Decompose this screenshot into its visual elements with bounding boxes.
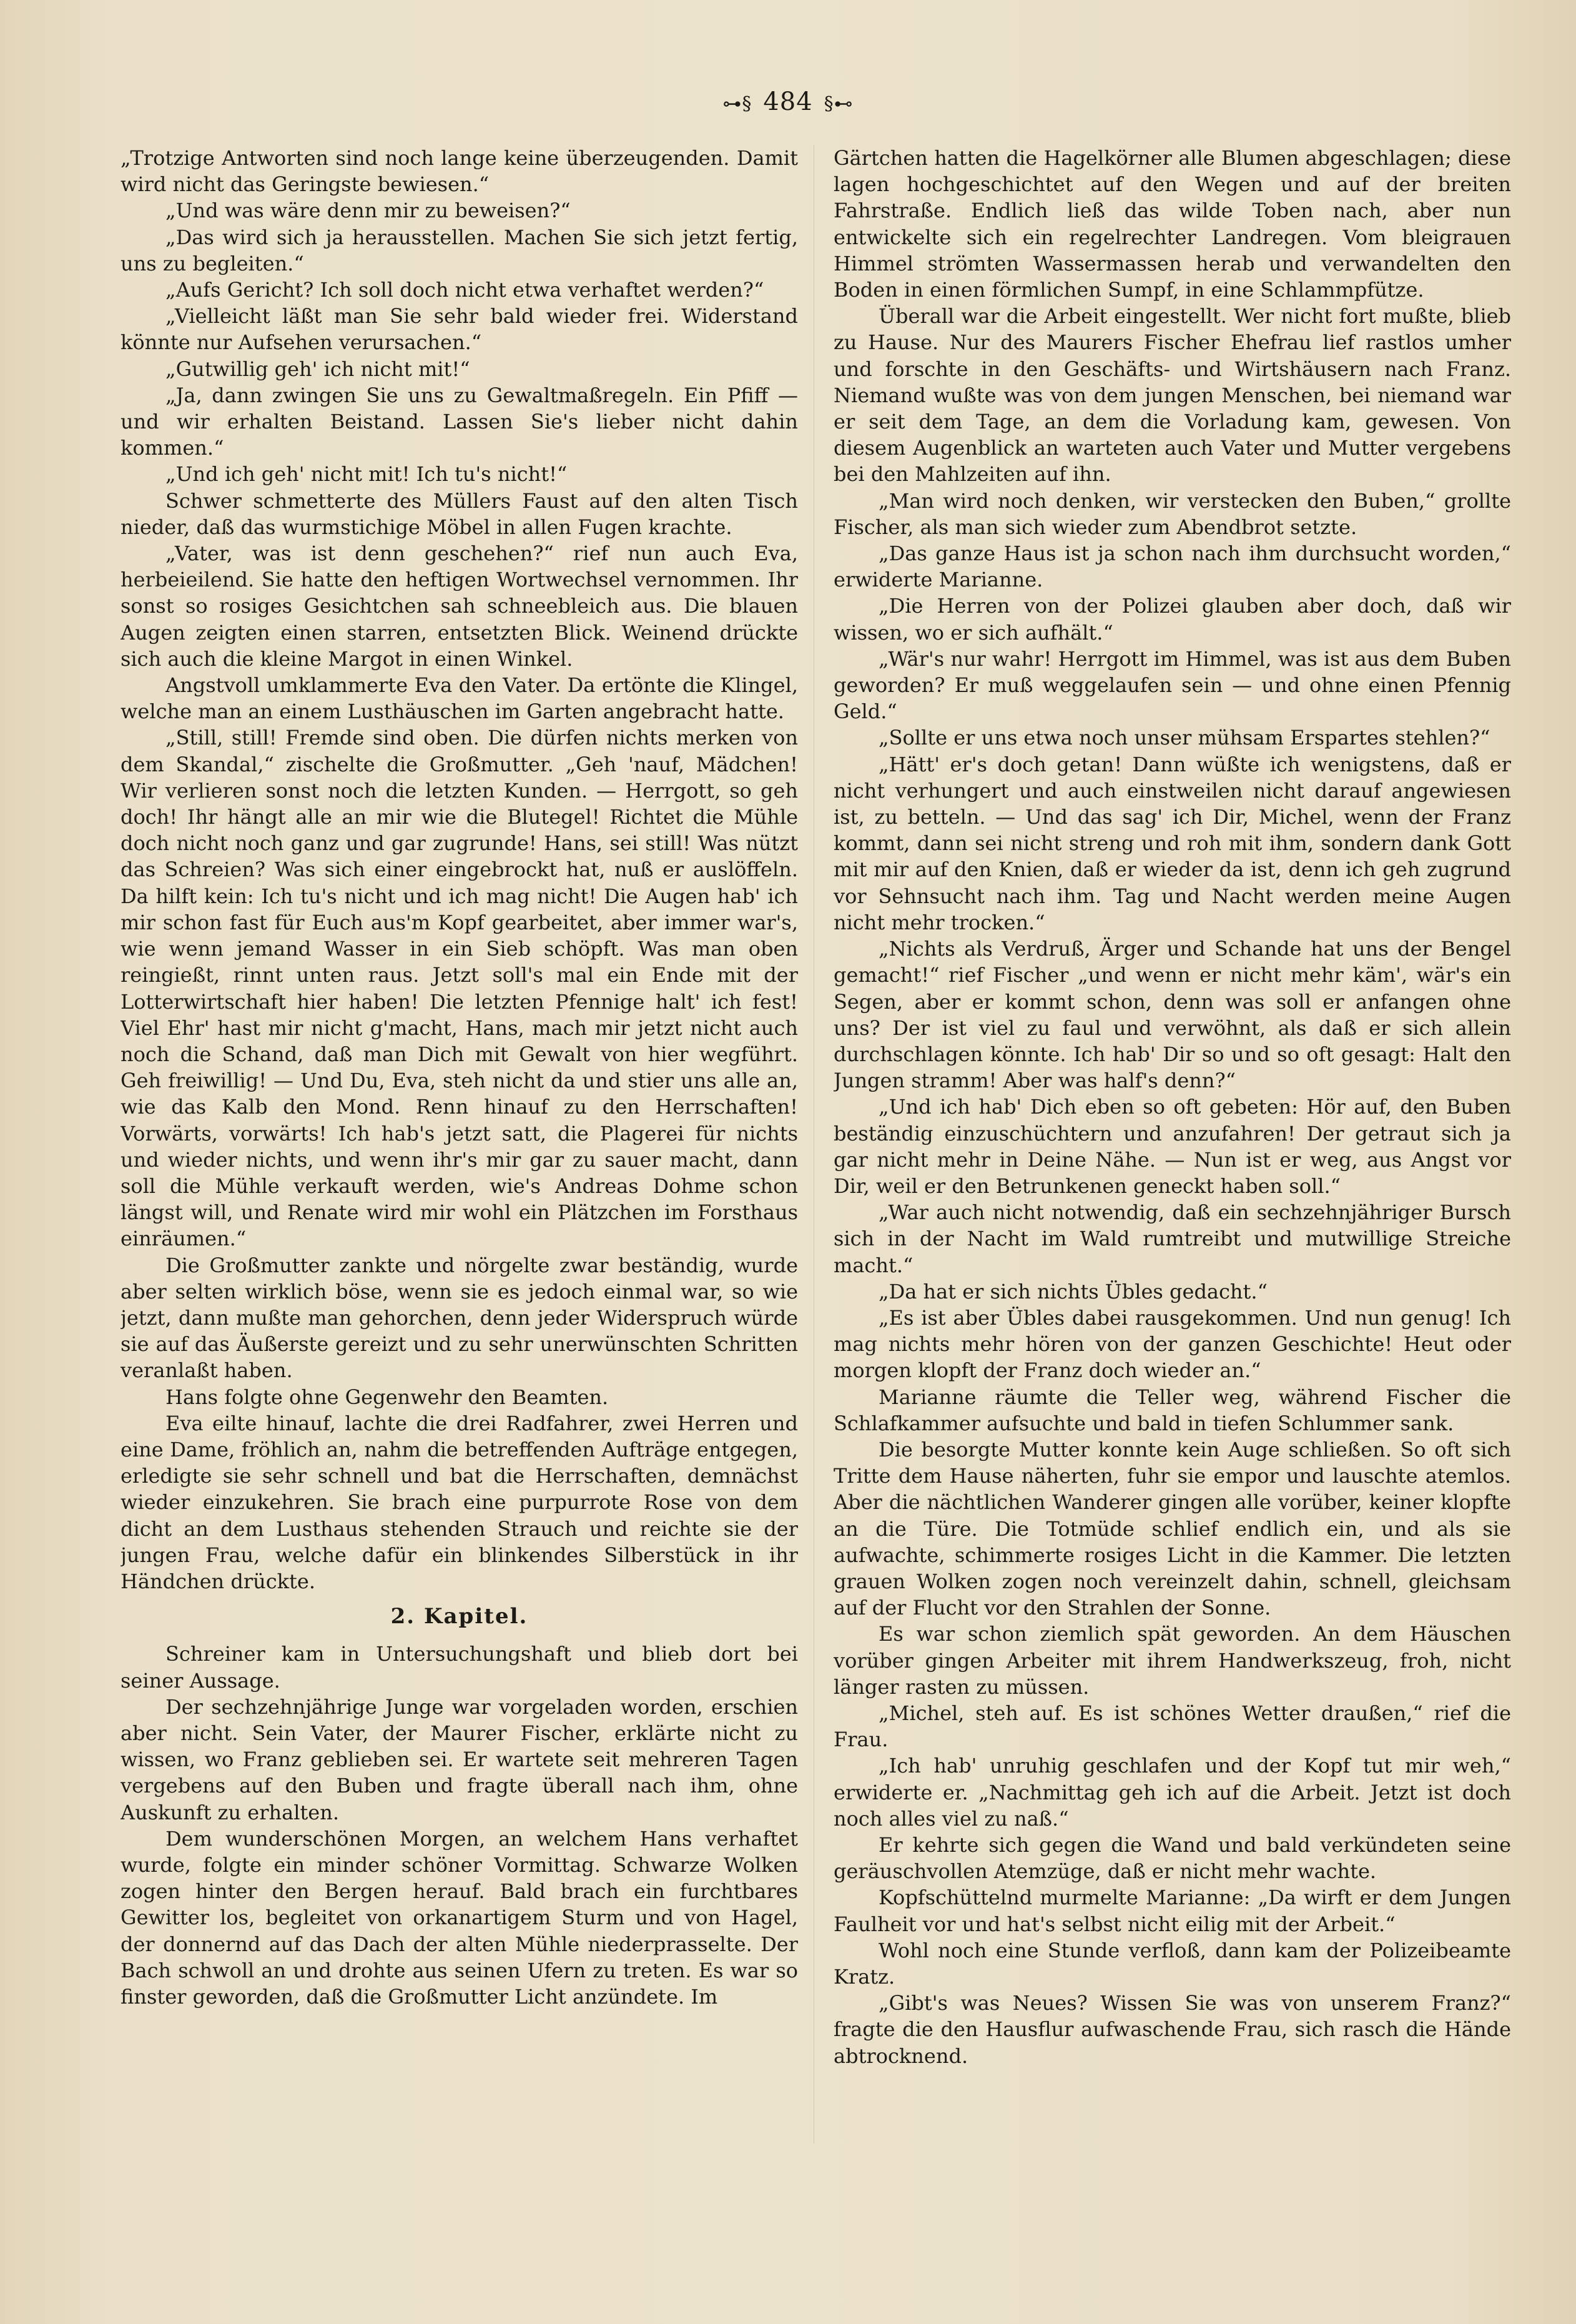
right-ornament-icon: §⊷ (824, 92, 854, 115)
paragraph: „Und ich geh' nicht mit! Ich tu's nicht!“ (165, 462, 568, 487)
paragraph: „Die Herren von der Polizei glauben aber doch, daß wir wissen, wo er sich aufhält.“ (834, 594, 1511, 645)
paragraph: „Vater, was ist denn geschehen?“ rief nun auch Eva, herbeieilend. Sie hatte den heftigen Wortwechsel vernommen. Ihr sonst so rosiges Gesichtchen sah schneebleich aus. Die blauen Augen zeigten einen starren, entsetzten Blick. Weinend drückte sich auch die kleine Margot in einen Winkel. (121, 541, 798, 671)
paragraph: Wohl noch eine Stunde verfloß, dann kam der Polizeibeamte Kratz. (834, 1938, 1511, 1989)
left-column (121, 145, 798, 2200)
paragraph: Die Großmutter zankte und nörgelte zwar beständig, wurde aber selten wirklich böse, wenn sie es jedoch einmal war, so wie jetzt, dann mußte man gehorchen, denn jeder Widerspruch würde sie auf das Äußerste gereizt und zu sehr unerwünschten Schritten veranlaßt haben. (121, 1253, 798, 1383)
right-column (834, 145, 1511, 2162)
paragraph: Schreiner kam in Untersuchungshaft und blieb dort bei seiner Aussage. (121, 1642, 798, 1693)
paragraph: „Aufs Gericht? Ich soll doch nicht etwa verhaftet werden?“ (165, 278, 764, 302)
paragraph: Der sechzehnjährige Junge war vorgeladen worden, erschien aber nicht. Sein Vater, der Maurer Fischer, erklärte nicht zu wissen, wo Franz geblieben sei. Er wartete seit mehreren Tagen vergebens auf den Buben und fragte überall nach ihm, ohne Auskunft zu erhalten. (121, 1694, 798, 1824)
page-header (0, 87, 1576, 116)
paragraph: „Ich hab' unruhig geschlafen und der Kopf tut mir weh,“ erwiderte er. „Nachmittag geh ich auf die Arbeit. Jetzt ist doch noch alles viel zu naß.“ (834, 1754, 1511, 1831)
paragraph: „Gutwillig geh' ich nicht mit!“ (165, 357, 470, 381)
page-number: 484 (763, 87, 813, 116)
paragraph: Hans folgte ohne Gegenwehr den Beamten. (165, 1385, 609, 1409)
paragraph: Schwer schmetterte des Müllers Faust auf den alten Tisch nieder, daß das wurmstichige Möbel in allen Fugen krachte. (121, 488, 798, 539)
paragraph: „Nichts als Verdruß, Ärger und Schande hat uns der Bengel gemacht!“ rief Fischer „und wenn er nicht mehr käm', wär's ein Segen, aber er kommt schon, denn was soll er anfangen ohne uns? Der ist viel zu faul und verwöhnt, als daß er sich allein durchschlagen könnte. Ich hab' Dir so und so oft gesagt: Halt den Jungen stramm! Aber was half's denn?“ (834, 937, 1511, 1093)
paragraph: „Und was wäre denn mir zu beweisen?“ (165, 199, 571, 223)
paragraph: „Und ich hab' Dich eben so oft gebeten: Hör auf, den Buben beständig einzuschüchtern und anzufahren! Der getraut sich ja gar nicht mehr in Deine Nähe. — Nun ist er weg, aus Angst vor Dir, weil er den Betrunkenen geneckt haben soll.“ (834, 1095, 1511, 1198)
paragraph: „Ja, dann zwingen Sie uns zu Gewaltmaßregeln. Ein Pfiff — und wir erhalten Beistand. Lassen Sie's lieber nicht dahin kommen.“ (121, 383, 798, 460)
paragraph: Marianne räumte die Teller weg, während Fischer die Schlafkammer aufsuchte und bald in tiefen Schlummer sank. (834, 1385, 1511, 1435)
paragraph: Die besorgte Mutter konnte kein Auge schließen. So oft sich Tritte dem Hause näherten, fuhr sie empor und lauschte atemlos. Aber die nächtlichen Wanderer gingen alle vorüber, keiner klopfte an die Türe. Die Totmüde schlief endlich ein, und als sie aufwachte, schimmerte rosiges Licht in die Kammer. Die letzten grauen Wolken zogen noch vereinzelt dahin, schnell, gleichsam auf der Flucht vor den Strahlen der Sonne. (834, 1437, 1511, 1620)
paragraph: „Da hat er sich nichts Übles gedacht.“ (879, 1279, 1268, 1303)
paragraph: „Man wird noch denken, wir verstecken den Buben,“ grollte Fischer, als man sich wieder zum Abendbrot setzte. (834, 488, 1511, 539)
paragraph: „Still, still! Fremde sind oben. Die dürfen nichts merken von dem Skandal,“ zischelte die Großmutter. „Geh 'nauf, Mädchen! Wir verlieren sonst noch die letzten Kunden. — Herrgott, so geh doch! Ihr hängt alle an mir wie die Blutegel! Richtet die Mühle doch nicht noch ganz und gar zugrunde! Hans, sei still! Was nützt das Schreien? Was sich einer eingebrockt hat, nuß er auslöffeln. Da hilft kein: Ich tu's nicht und ich mag nicht! Die Augen hab' ich mir schon fast für Euch aus'm Kopf gearbeitet, aber immer war's, wie wenn jemand Wasser in ein Sieb schöpft. Was man oben reingießt, rinnt unten raus. Jetzt soll's mal ein Ende mit der Lotterwirtschaft hier haben! Die letzten Pfennige halt' ich fest! Viel Ehr' hast mir nicht g'macht, Hans, mach mir jetzt nicht auch noch die Schand, daß man Dich mit Gewalt von hier wegführt. Geh freiwillig! — Und Du, Eva, steh nicht da und stier uns alle an, wie das Kalb den Mond. Renn hinauf zu den Herrschaften! Vorwärts, vorwärts! Ich hab's jetzt satt, die Plagerei für nichts und wieder nichts, und wenn ihr's mir gar zu sauer macht, dann soll die Mühle verkauft werden, wie's Andreas Dohme schon längst will, und Renate wird mir wohl ein Plätzchen im Forsthaus einräumen.“ (121, 726, 798, 1251)
paragraph: „Wär's nur wahr! Herrgott im Himmel, was ist aus dem Buben geworden? Er muß weggelaufen sein — und ohne einen Pfennig Geld.“ (834, 646, 1511, 724)
paragraph: „Michel, steh auf. Es ist schönes Wetter draußen,“ rief die Frau. (834, 1701, 1511, 1752)
paragraph: „War auch nicht notwendig, daß ein sechzehnjähriger Bursch sich in der Nacht im Wald rumtreibt und mutwillige Streiche macht.“ (834, 1200, 1511, 1277)
paragraph: Dem wunderschönen Morgen, an welchem Hans verhaftet wurde, folgte ein minder schöner Vormittag. Schwarze Wolken zogen hinter den Bergen herauf. Bald brach ein furchtbares Gewitter los, begleitet von orkanartigem Sturm und von Hagel, der donnernd auf das Dach der alten Mühle niederprasselte. Der Bach schwoll an und drohte aus seinen Ufern zu treten. Es war so finster geworden, daß die Großmutter Licht anzündete. Im (121, 1826, 798, 2009)
paragraph: „Hätt' er's doch getan! Dann wüßte ich wenigstens, daß er nicht verhungert und auch einstweilen nicht darauf angewiesen ist, zu betteln. — Und das sag' ich Dir, Michel, wenn der Franz kommt, dann sei nicht streng und roh mit ihm, sondern dank Gott mit mir auf den Knien, daß er wieder da ist, denn ich geh zugrund vor Sehnsucht nach ihm. Tag und Nacht werden meine Augen nicht mehr trocken.“ (834, 752, 1511, 934)
paragraph: „Das wird sich ja herausstellen. Machen Sie sich jetzt fertig, uns zu begleiten.“ (121, 225, 798, 275)
paragraph: „Vielleicht läßt man Sie sehr bald wieder frei. Widerstand könnte nur Aufsehen verursachen.“ (121, 304, 798, 355)
paragraph: Es war schon ziemlich spät geworden. An dem Häuschen vorüber gingen Arbeiter mit ihrem Handwerkszeug, froh, nicht länger rasten zu müssen. (834, 1622, 1511, 1699)
paragraph: „Sollte er uns etwa noch unser mühsam Erspartes stehlen?“ (879, 726, 1490, 750)
left-ornament-icon: ⊶§ (722, 92, 752, 115)
paragraph: „Gibt's was Neues? Wissen Sie was von unserem Franz?“ fragte die den Hausflur aufwaschende Frau, sich rasch die Hände abtrocknend. (834, 1991, 1511, 2068)
paragraph: Er kehrte sich gegen die Wand und bald verkündeten seine geräuschvollen Atemzüge, daß er nicht mehr wachte. (834, 1833, 1511, 1884)
paragraph: „Es ist aber Übles dabei rausgekommen. Und nun genug! Ich mag nichts mehr hören von der ganzen Geschichte! Heut oder morgen klopft der Franz doch wieder an.“ (834, 1305, 1511, 1383)
paragraph: Kopfschüttelnd murmelte Marianne: „Da wirft er dem Jungen Faulheit vor und hat's selbst nicht eilig mit der Arbeit.“ (834, 1886, 1511, 1936)
paragraph: Eva eilte hinauf, lachte die drei Radfahrer, zwei Herren und eine Dame, fröhlich an, nahm die betreffenden Aufträge entgegen, erledigte sie sehr schnell und bat die Herrschaften, demnächst wieder einzukehren. Sie brach eine purpurrote Rose von dem dicht an dem Lusthaus stehenden Strauch und reichte sie der jungen Frau, welche dafür ein blinkendes Silberstück in ihr Händchen drückte. (121, 1411, 798, 1593)
chapter-heading: 2. Kapitel. (390, 1604, 528, 1629)
paragraph: Überall war die Arbeit eingestellt. Wer nicht fort mußte, blieb zu Hause. Nur des Maurers Fischer Ehefrau lief rastlos umher und forschte in den Geschäfts- und Wirtshäusern nach Franz. Niemand wußte was von dem jungen Menschen, bei niemand war er seit dem Tage, an dem die Vorladung kam, gewesen. Von diesem Augenblick an warteten auch Vater und Mutter vergebens bei den Mahlzeiten auf ihn. (834, 304, 1511, 487)
paragraph: „Das ganze Haus ist ja schon nach ihm durchsucht worden,“ erwiderte Marianne. (834, 541, 1511, 592)
paragraph: Gärtchen hatten die Hagelkörner alle Blumen abgeschlagen; diese lagen hochgeschichtet auf den Wegen und auf der breiten Fahrstraße. Endlich ließ das wilde Toben nach, aber nun entwickelte sich ein regelrechter Landregen. Vom bleigrauen Himmel strömten Wassermassen herab und verwandelten den Boden in einen förmlichen Sumpf, in eine Schlammpfütze. (834, 146, 1511, 302)
paragraph: „Trotzige Antworten sind noch lange keine überzeugenden. Damit wird nicht das Geringste bewiesen.“ (121, 146, 798, 197)
paragraph: Angstvoll umklammerte Eva den Vater. Da ertönte die Klingel, welche man an einem Lusthäuschen im Garten angebracht hatte. (121, 673, 798, 724)
